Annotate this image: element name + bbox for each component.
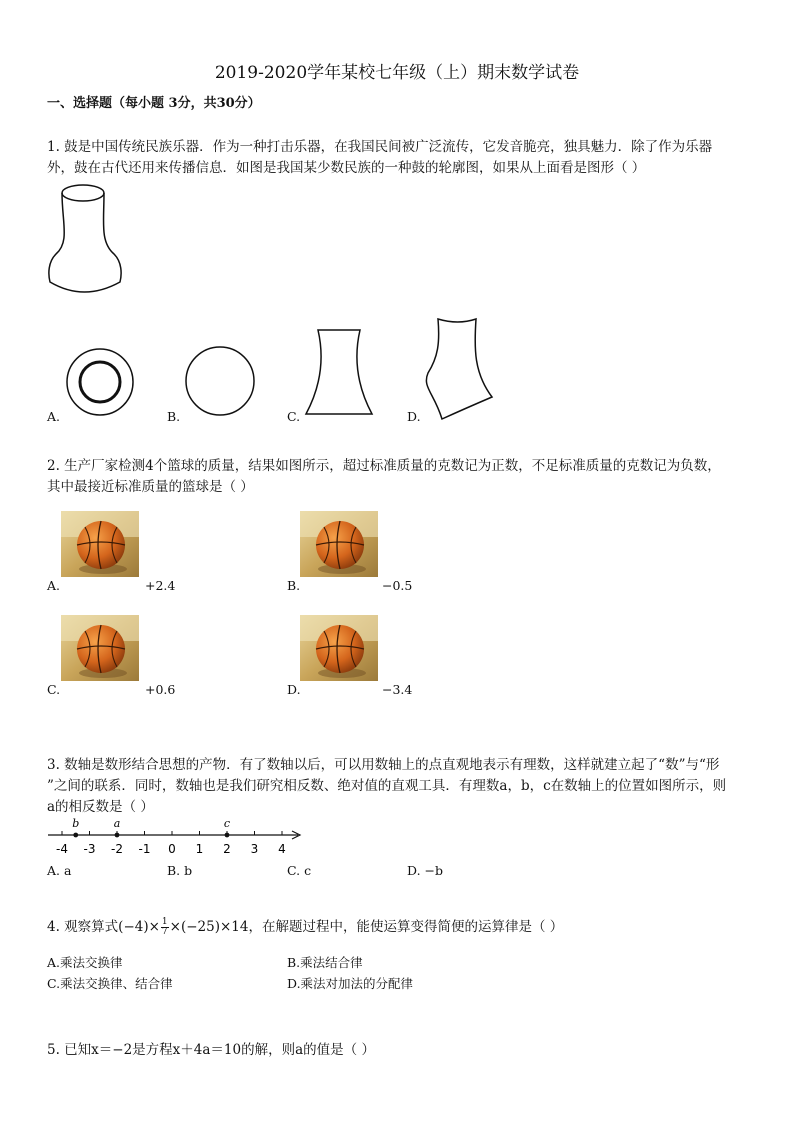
q2-option-a-label[interactable]: A. [47,578,61,593]
fraction-denominator: 7 [161,927,168,937]
q2-option-b-value: −0.5 [382,578,413,593]
q2-option-b-label[interactable]: B. [287,578,301,593]
number-line-point-label-a: a [113,817,121,830]
number-line-tick-label: -2 [111,842,123,856]
question-1-line-1: 1. 鼓是中国传统民族乐器．作为一种打击乐器，在我国民间被广泛流传，它发音脆亮，独具魅力．除了作为乐器 [47,139,713,155]
basketball-image-b [300,511,378,577]
option-c-front-view-figure [302,326,376,418]
basketball-image-c [61,615,139,681]
question-3-text [47,755,747,818]
q1-option-d-label[interactable]: D. [407,409,421,424]
number-line-point-b [73,833,78,838]
q2-option-c-value: +0.6 [145,682,176,697]
question-4-text [47,917,747,938]
question-2-text [47,456,747,498]
q1-option-b-label[interactable]: B. [167,409,181,424]
q1-option-a-label[interactable]: A. [47,409,61,424]
question-5-text: 5. 已知x＝−2是方程x＋4a＝10的解，则a的值是（ ） [47,1042,375,1058]
question-1-line-2: 外，鼓在古代还用来传播信息．如图是我国某少数民族的一种鼓的轮廓图，如果从上面看是图形（ ） [47,160,646,176]
question-2-line-1: 2. 生产厂家检测4个篮球的质量，结果如图所示，超过标准质量的克数记为正数，不足标准质量的克数记为负数， [47,458,721,474]
basketball-image-a [61,511,139,577]
number-line-tick-label: -1 [138,842,151,856]
q3-option-a[interactable]: A. a [47,863,72,878]
q3-option-b[interactable]: B. b [167,863,193,878]
section-heading-choice: 一、选择题（每小题 3分，共30分） [47,96,261,111]
question-1-text [47,137,747,179]
basketball-image-d [300,615,378,681]
question-3-line-3: a的相反数是（ ） [47,799,154,815]
number-line-tick-label: 1 [195,842,204,856]
number-line-point-label-b: b [72,817,80,830]
q4-option-c[interactable]: C.乘法交换律、结合律 [47,976,173,991]
question-3-line-1: 3. 数轴是数形结合思想的产物．有了数轴以后，可以用数轴上的点直观地表示有理数，这样就建立起了“数”与“形 [47,757,720,773]
option-a-ring-figure [64,346,136,418]
option-b-circle-figure [184,345,256,417]
number-line-tick-label: -4 [56,842,68,856]
q2-option-d-label[interactable]: D. [287,682,301,697]
question-4-prefix: 4. 观察算式(−4)× [47,919,160,935]
q3-option-c[interactable]: C. c [287,863,312,878]
page-title: 2019-2020学年某校七年级（上）期末数学试卷 [214,63,580,83]
q1-option-c-label[interactable]: C. [287,409,301,424]
option-d-outline-figure [420,313,496,423]
fraction-one-seventh [161,918,169,937]
q4-option-b[interactable]: B.乘法结合律 [287,955,363,970]
number-line-tick-label: 4 [278,842,286,856]
question-2-line-2: 其中最接近标准质量的篮球是（ ） [47,479,254,495]
number-line-tick-label: 0 [168,842,176,856]
fraction-numerator: 1 [161,917,168,927]
q3-option-d[interactable]: D. −b [407,863,443,878]
drum-figure [44,182,126,300]
q4-option-d[interactable]: D.乘法对加法的分配律 [287,976,414,991]
number-line [40,814,310,858]
number-line-tick-label: -3 [83,842,96,856]
question-3-line-2: ”之间的联系．同时，数轴也是我们研究相反数、绝对值的直观工具．有理数a，b，c在数轴上的位置如图所示，则 [47,778,727,794]
number-line-tick-label: 3 [250,842,259,856]
number-line-point-label-c: c [223,817,231,830]
question-4-suffix: ×(−25)×14，在解题过程中，能使运算变得简便的运算律是（ ） [169,919,564,935]
q2-option-d-value: −3.4 [382,682,413,697]
q4-option-a[interactable]: A.乘法交换律 [47,955,123,970]
q2-option-c-label[interactable]: C. [47,682,61,697]
number-line-tick-label: 2 [223,842,231,856]
number-line-point-a [115,833,120,838]
number-line-point-c [225,833,230,838]
q2-option-a-value: +2.4 [145,578,176,593]
